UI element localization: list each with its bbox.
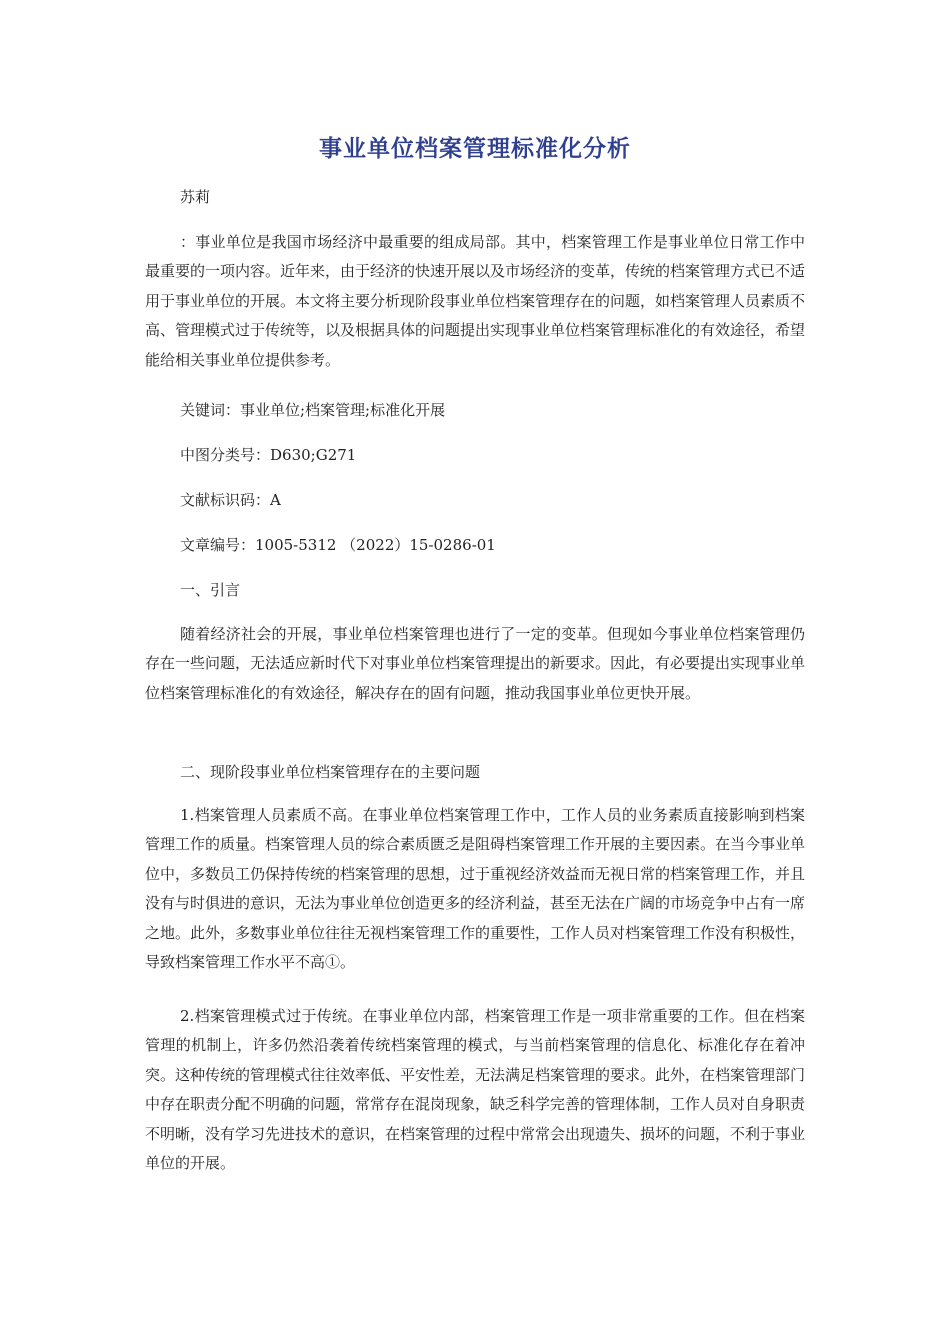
author-name: 苏莉	[180, 188, 211, 206]
keywords-line: 关键词：事业单位;档案管理;标准化开展	[180, 401, 446, 419]
intro-paragraph: 随着经济社会的开展，事业单位档案管理也进行了一定的变革。但现如今事业单位档案管理仍存在一些问题，无法适应新时代下对事业单位档案管理提出的新要求。因此，有必要提出实现事业单位档案管理标准化的有效途径，解决存在的固有问题，推动我国事业单位更快开展。	[145, 625, 806, 702]
problem-paragraph-2: 2.档案管理模式过于传统。在事业单位内部，档案管理工作是一项非常重要的工作。但在档案管理的机制上，许多仍然沿袭着传统档案管理的模式，与当前档案管理的信息化、标准化存在着冲突。这种传统的管理模式往往效率低、平安性差，无法满足档案管理的要求。此外，在档案管理部门中存在职责分配不明确的问题，常常存在混岗现象，缺乏科学完善的管理体制，工作人员对自身职责不明晰，没有学习先进技术的意识，在档案管理的过程中常常会出现遗失、损坏的问题，不利于事业单位的开展。	[145, 1007, 806, 1173]
abstract-paragraph: ：事业单位是我国市场经济中最重要的组成局部。其中，档案管理工作是事业单位日常工作中最重要的一项内容。近年来，由于经济的快速开展以及市场经济的变革，传统的档案管理方式已不适用于事业单位的开展。本文将主要分析现阶段事业单位档案管理存在的问题，如档案管理人员素质不高、管理模式过于传统等，以及根据具体的问题提出实现事业单位档案管理标准化的有效途径，希望能给相关事业单位提供参考。	[145, 233, 806, 369]
document-code-line: 文献标识码：A	[180, 491, 281, 509]
classification-line: 中图分类号：D630;G271	[180, 446, 357, 464]
section-heading-problems: 二、现阶段事业单位档案管理存在的主要问题	[180, 763, 481, 781]
problem-paragraph-1: 1.档案管理人员素质不高。在事业单位档案管理工作中，工作人员的业务素质直接影响到档案管理工作的质量。档案管理人员的综合素质匮乏是阻碍档案管理工作开展的主要因素。在当今事业单位中，多数员工仍保持传统的档案管理的思想，过于重视经济效益而无视日常的档案管理工作，并且没有与时俱进的意识，无法为事业单位创造更多的经济利益，甚至无法在广阔的市场竞争中占有一席之地。此外，多数事业单位往往无视档案管理工作的重要性，工作人员对档案管理工作没有积极性，导致档案管理工作水平不高①。	[145, 806, 806, 972]
article-number-line: 文章编号：1005-5312 （2022）15-0286-01	[180, 536, 496, 554]
section-heading-intro: 一、引言	[180, 581, 241, 599]
document-title: 事业单位档案管理标准化分析	[319, 136, 631, 162]
